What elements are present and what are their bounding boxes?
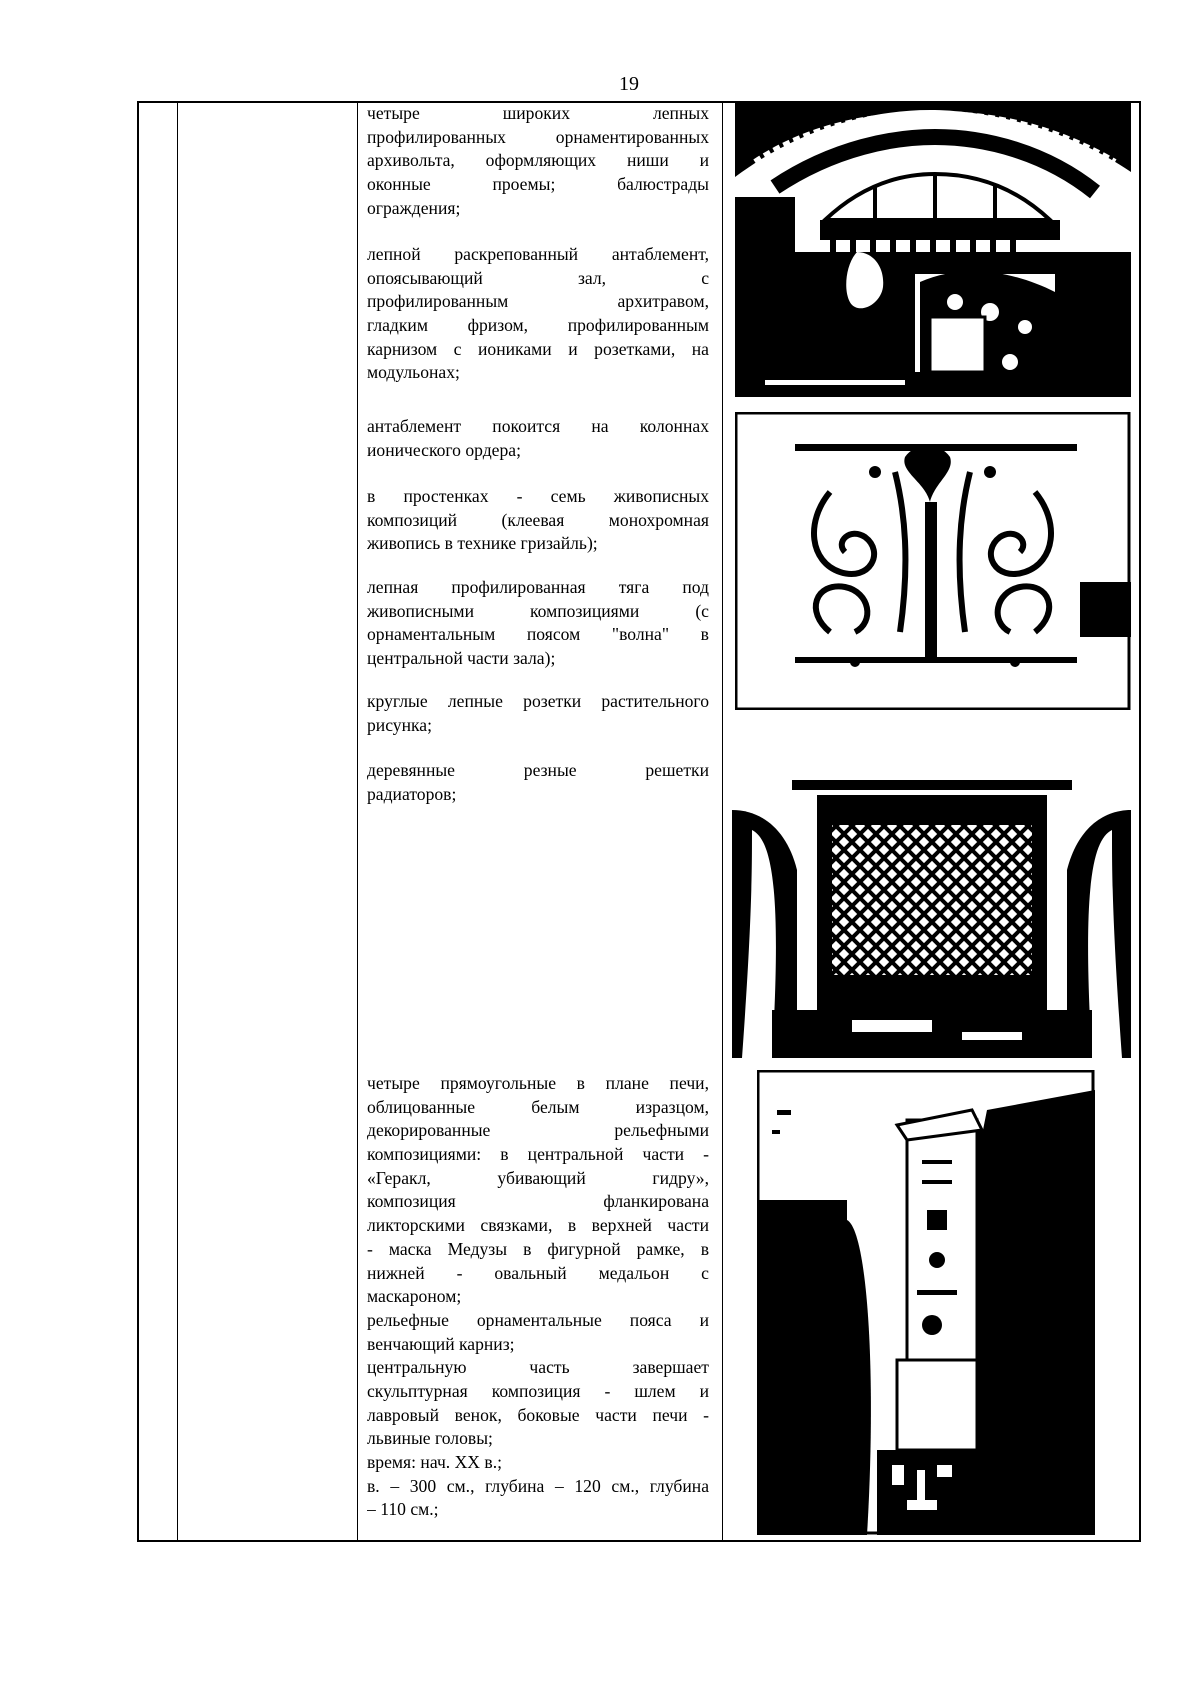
photo-ornament-panel [735, 412, 1131, 710]
photo-tiled-stove [757, 1070, 1095, 1535]
column-divider-3 [722, 101, 723, 1542]
photo-radiator-grille [732, 770, 1131, 1058]
description-radiator-grilles: деревянные резные решетки радиаторов; [367, 760, 709, 804]
page-number: 19 [619, 73, 639, 95]
description-stoves: четыре прямоугольные в плане печи, облицованные белым изразцом, декорированные рельефными композициями: в центральной части - «Геракл, убивающий гидру», композиция фланкирована ликторскими связками, в верхней части - маска Медузы в фигурной рамке, в нижней - овальный медальон с маскароном; рельефные орнаментальные пояса и венчающий карниз; центральную часть завершает скульптурная композиция - шлем и лавровый венок, боковые части печи - львиные головы; время: нач. XX в.; в. – 300 см., глубина – 120 см., глубина – 110 см.; [367, 1073, 709, 1520]
description-cornice-band: лепная профилированная тяга под живописными композициями (с орнаментальным поясом "волна" в центральной части зала); [367, 577, 709, 669]
description-entablature: лепной раскрепованный антаблемент, опоясывающий зал, с профилированным архитравом, гладким фризом, профилированным карнизом с иониками и розетками, на модульонах; [367, 244, 709, 383]
photo-arch-window [735, 102, 1131, 397]
description-columns: антаблемент покоится на колоннах ионического ордера; [367, 416, 709, 460]
column-divider-2 [357, 101, 358, 1542]
description-arches: четыре широких лепных профилированных орнаментированных архивольта, оформляющих ниши и оконные проемы; балюстрады ограждения; [367, 103, 709, 218]
description-paintings: в простенках - семь живописных композиций (клеевая монохромная живопись в технике гризайль); [367, 486, 709, 554]
column-divider-1 [177, 101, 178, 1542]
description-rosettes: круглые лепные розетки растительного рисунка; [367, 691, 709, 735]
